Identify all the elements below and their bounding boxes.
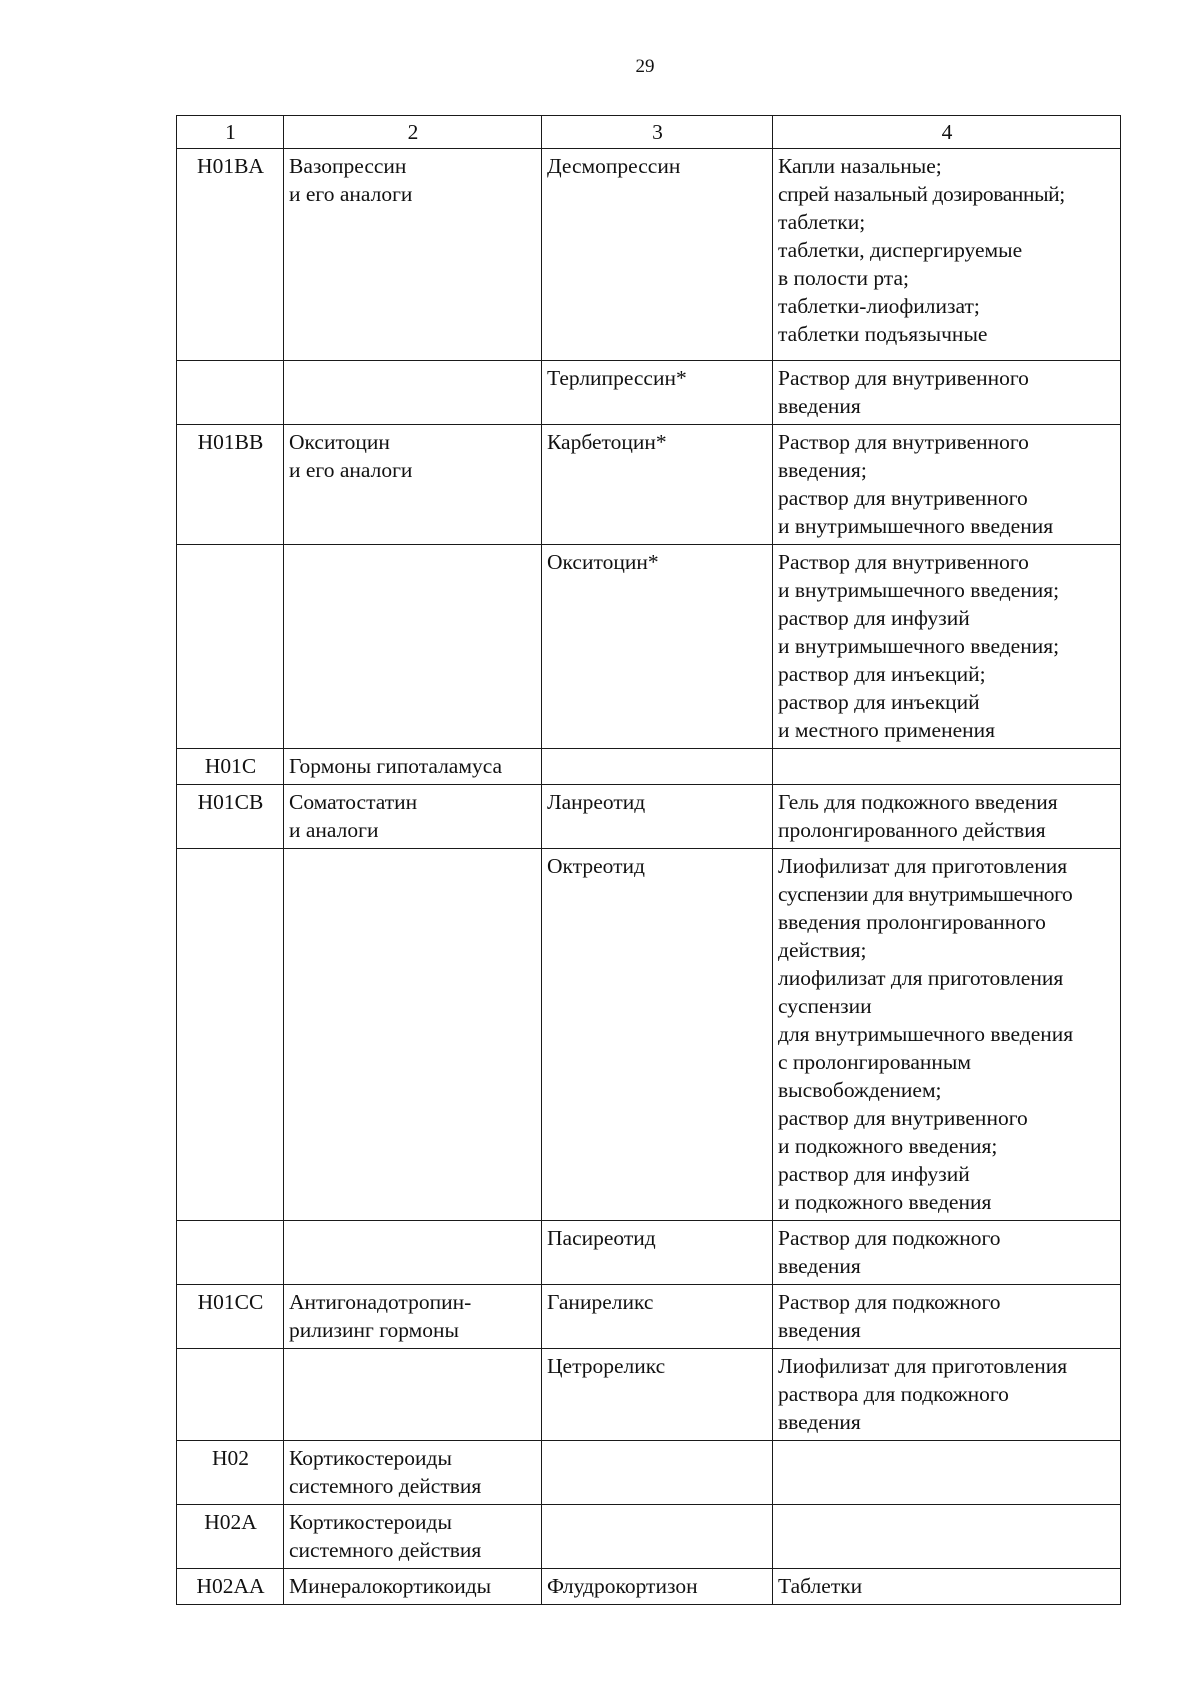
group-name-line: системного действия <box>289 1474 482 1498</box>
dosage-form-line: для внутримышечного введения <box>778 1022 1074 1046</box>
atc-code-cell <box>177 849 284 1221</box>
group-name-cell <box>284 1441 542 1505</box>
dosage-forms-cell <box>773 545 1121 749</box>
dosage-form-line: раствор для инфузий <box>778 606 970 630</box>
drug-name: Десмопрессин <box>547 154 681 178</box>
table-row <box>177 1441 1121 1505</box>
table-body <box>177 116 1121 1605</box>
dosage-form-line: в полости рта; <box>778 266 909 290</box>
drug-name-cell <box>542 785 773 849</box>
dosage-form-line: Капли назальные; <box>778 154 942 178</box>
atc-code-cell <box>177 1221 284 1285</box>
header-col-2: 2 <box>284 116 542 149</box>
atc-code-cell: H01CC <box>177 1285 284 1349</box>
dosage-forms-cell <box>773 1349 1121 1441</box>
drug-name: Окситоцин* <box>547 550 659 574</box>
dosage-form-line: Таблетки <box>778 1574 863 1598</box>
group-name-cell <box>284 1505 542 1569</box>
group-name-line: Кортикостероиды <box>289 1446 452 1470</box>
table-header-row <box>177 116 1121 149</box>
dosage-form-line: введения; <box>778 458 867 482</box>
dosage-form-line: высвобождением; <box>778 1078 942 1102</box>
dosage-forms-cell <box>773 785 1121 849</box>
group-name-cell <box>284 1569 542 1605</box>
drug-name-cell <box>542 545 773 749</box>
dosage-forms-cell <box>773 1569 1121 1605</box>
drug-name-cell <box>542 749 773 785</box>
table-row <box>177 849 1121 1221</box>
drug-name: Флудрокортизон <box>547 1574 698 1598</box>
drug-name-cell <box>542 1221 773 1285</box>
dosage-form-line: спрей назальный дозированный; <box>778 182 1065 206</box>
dosage-form-line: с пролонгированным <box>778 1050 971 1074</box>
dosage-form-line: введения <box>778 1254 861 1278</box>
group-name-cell <box>284 425 542 545</box>
dosage-form-line: раствор для инъекций; <box>778 662 986 686</box>
dosage-form-line: Раствор для внутривенного <box>778 430 1029 454</box>
drug-name-cell <box>542 1569 773 1605</box>
dosage-form-line: введения <box>778 394 861 418</box>
group-name-cell <box>284 785 542 849</box>
drug-name-cell <box>542 1505 773 1569</box>
group-name-line: и его аналоги <box>289 182 413 206</box>
drug-name: Карбетоцин* <box>547 430 667 454</box>
atc-code-cell: H01CB <box>177 785 284 849</box>
atc-code-cell: H01BA <box>177 149 284 361</box>
drug-name: Цетрореликс <box>547 1354 666 1378</box>
group-name-cell <box>284 1221 542 1285</box>
table-row <box>177 425 1121 545</box>
table-row <box>177 361 1121 425</box>
group-name-line: Соматостатин <box>289 790 418 814</box>
drug-table <box>176 115 1121 1605</box>
dosage-forms-cell <box>773 1221 1121 1285</box>
drug-name-cell <box>542 1349 773 1441</box>
drug-name: Терлипрессин* <box>547 366 687 390</box>
drug-name-cell <box>542 149 773 361</box>
group-name-line: рилизинг гормоны <box>289 1318 459 1342</box>
group-name-line: и его аналоги <box>289 458 413 482</box>
dosage-form-line: введения пролонгированного <box>778 910 1046 934</box>
group-name-cell <box>284 545 542 749</box>
atc-code-cell <box>177 361 284 425</box>
page-number: 29 <box>635 56 655 77</box>
header-col-4: 4 <box>773 116 1121 149</box>
dosage-forms-cell <box>773 849 1121 1221</box>
drug-name-cell <box>542 849 773 1221</box>
dosage-forms-cell <box>773 361 1121 425</box>
header-col-1: 1 <box>177 116 284 149</box>
group-name-line: Вазопрессин <box>289 154 407 178</box>
group-name-line: Антигонадотропин- <box>289 1290 472 1314</box>
dosage-forms-cell <box>773 425 1121 545</box>
table-row <box>177 1569 1121 1605</box>
group-name-line: Кортикостероиды <box>289 1510 452 1534</box>
table-row <box>177 749 1121 785</box>
drug-name-cell <box>542 1285 773 1349</box>
group-name-cell <box>284 849 542 1221</box>
dosage-form-line: и внутримышечного введения <box>778 514 1054 538</box>
dosage-form-line: суспензии <box>778 994 872 1018</box>
drug-name: Ланреотид <box>547 790 646 814</box>
dosage-form-line: и внутримышечного введения; <box>778 634 1060 658</box>
atc-code-cell: H02AA <box>177 1569 284 1605</box>
group-name-cell <box>284 749 542 785</box>
dosage-form-line: введения <box>778 1318 861 1342</box>
dosage-form-line: раствора для подкожного <box>778 1382 1009 1406</box>
dosage-form-line: и внутримышечного введения; <box>778 578 1060 602</box>
dosage-forms-cell <box>773 1441 1121 1505</box>
drug-name: Октреотид <box>547 854 645 878</box>
dosage-form-line: Гель для подкожного введения <box>778 790 1058 814</box>
dosage-form-line: раствор для внутривенного <box>778 1106 1028 1130</box>
dosage-forms-cell <box>773 749 1121 785</box>
dosage-forms-cell <box>773 1285 1121 1349</box>
table-row <box>177 1505 1121 1569</box>
atc-code-cell: H01C <box>177 749 284 785</box>
group-name-cell <box>284 1285 542 1349</box>
dosage-form-line: и местного применения <box>778 718 996 742</box>
atc-code-cell: H01BB <box>177 425 284 545</box>
dosage-form-line: раствор для инфузий <box>778 1162 970 1186</box>
dosage-form-line: Раствор для внутривенного <box>778 550 1029 574</box>
table-row <box>177 1285 1121 1349</box>
dosage-form-line: лиофилизат для приготовления <box>778 966 1064 990</box>
dosage-form-line: раствор для инъекций <box>778 690 980 714</box>
dosage-form-line: и подкожного введения; <box>778 1134 998 1158</box>
table-row <box>177 545 1121 749</box>
dosage-form-line: таблетки, диспергируемые <box>778 238 1023 262</box>
dosage-forms-cell <box>773 1505 1121 1569</box>
atc-code-cell <box>177 545 284 749</box>
dosage-form-line: суспензии для внутримышечного <box>778 882 1073 906</box>
table-row <box>177 1349 1121 1441</box>
dosage-forms-cell <box>773 149 1121 361</box>
dosage-form-line: Раствор для подкожного <box>778 1290 1001 1314</box>
dosage-form-line: действия; <box>778 938 867 962</box>
drug-name-cell <box>542 1441 773 1505</box>
drug-name: Пасиреотид <box>547 1226 656 1250</box>
group-name-cell <box>284 361 542 425</box>
dosage-form-line: таблетки; <box>778 210 866 234</box>
drug-name: Ганиреликс <box>547 1290 654 1314</box>
group-name-line: системного действия <box>289 1538 482 1562</box>
atc-code-cell <box>177 1349 284 1441</box>
dosage-form-line: таблетки подъязычные <box>778 322 988 346</box>
drug-name-cell <box>542 425 773 545</box>
atc-code-cell: H02 <box>177 1441 284 1505</box>
dosage-form-line: и подкожного введения <box>778 1190 992 1214</box>
dosage-form-line: введения <box>778 1410 861 1434</box>
table-row <box>177 1221 1121 1285</box>
header-col-3: 3 <box>542 116 773 149</box>
dosage-form-line: Лиофилизат для приготовления <box>778 1354 1068 1378</box>
dosage-form-line: пролонгированного действия <box>778 818 1046 842</box>
drug-name-cell <box>542 361 773 425</box>
dosage-form-line: раствор для внутривенного <box>778 486 1028 510</box>
dosage-form-line: Раствор для подкожного <box>778 1226 1001 1250</box>
group-name-line: Гормоны гипоталамуса <box>289 754 503 778</box>
table-row <box>177 149 1121 361</box>
group-name-cell <box>284 1349 542 1441</box>
group-name-cell <box>284 149 542 361</box>
atc-code-cell: H02A <box>177 1505 284 1569</box>
table-row <box>177 785 1121 849</box>
group-name-line: Минералокортикоиды <box>289 1574 492 1598</box>
dosage-form-line: Лиофилизат для приготовления <box>778 854 1068 878</box>
dosage-form-line: Раствор для внутривенного <box>778 366 1029 390</box>
group-name-line: и аналоги <box>289 818 379 842</box>
dosage-form-line: таблетки-лиофилизат; <box>778 294 980 318</box>
group-name-line: Окситоцин <box>289 430 390 454</box>
